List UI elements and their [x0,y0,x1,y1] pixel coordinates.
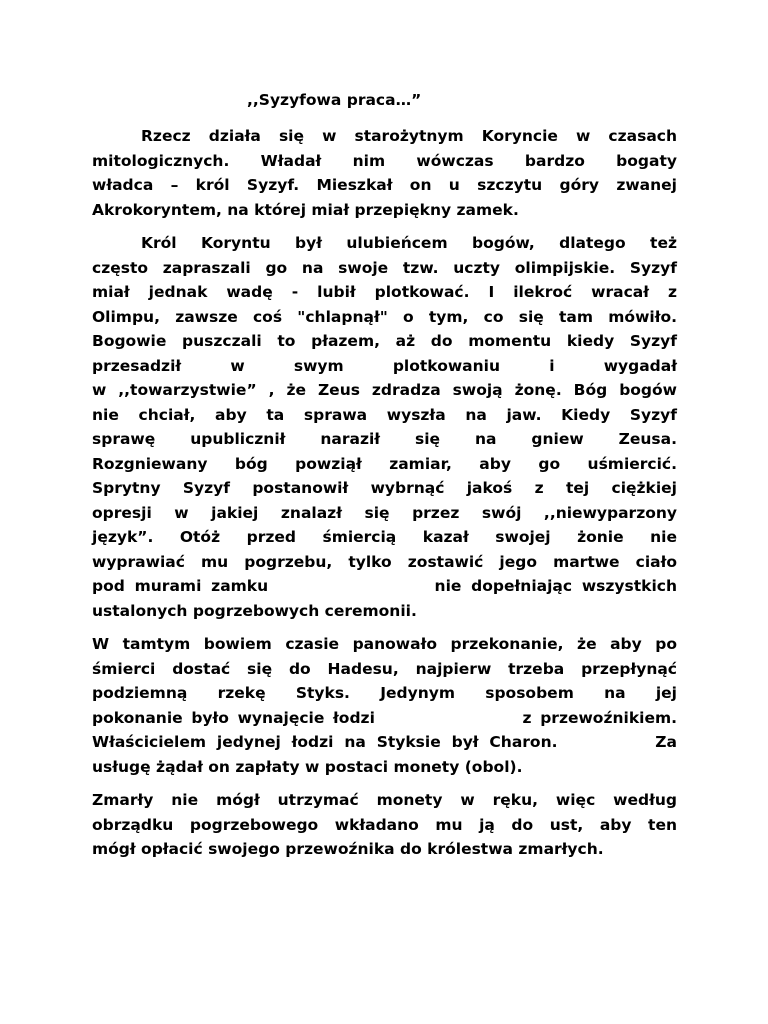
paragraph-line: pod murami zamku nie dopełniając wszystkich [92,577,677,595]
paragraph [92,124,677,222]
paragraph-line: przesadził w swym plotkowaniu i wygadał [92,356,677,375]
paragraph-line: język”. Otóż przed śmiercią kazał swojej żonie nie [92,528,677,546]
paragraph-line: Olimpu, zawsze coś "chlapnął" o tym, co się tam mówiło. [92,307,677,326]
paragraph-line: opresji w jakiej znalazł się przez swój ,,niewyparzony [92,503,677,522]
paragraph-line: Bogowie puszczali to płazem, aż do momentu kiedy Syzyf [92,332,677,350]
paragraph-line: sprawę upublicznił naraził się na gniew Zeusa. [92,430,677,448]
paragraph-line: podziemną rzekę Styks. Jedynym sposobem na jej [92,684,677,702]
paragraph-line: miał jednak wadę - lubił plotkować. I ilekroć wracał z [92,283,677,301]
paragraph-line: mitologicznych. Władał nim wówczas bardzo bogaty [92,151,677,170]
paragraph-line: Akrokoryntem, na której miał przepiękny zamek. [92,200,519,219]
paragraph [92,788,677,862]
paragraph-line: w ,,towarzystwie” , że Zeus zdradza swoją żonę. Bóg bogów [92,381,677,399]
paragraph-line: nie chciał, aby ta sprawa wyszła na jaw. Kiedy Syzyf [92,405,677,424]
paragraph-line: władca – król Syzyf. Mieszkał on u szczytu góry zwanej [92,176,677,194]
document-title: ,,Syzyfowa praca…” [247,91,422,109]
paragraph-line: często zapraszali go na swoje tzw. uczty olimpijskie. Syzyf [92,258,677,277]
paragraph-line: śmierci dostać się do Hadesu, najpierw trzeba przepłynąć [92,659,677,678]
paragraph-line: Właścicielem jedynej łodzi na Styksie był Charon. Za [92,733,677,751]
paragraph-line: Król Koryntu był ulubieńcem bogów, dlatego też [141,234,677,252]
paragraph-line: Sprytny Syzyf postanowił wybrnąć jakoś z tej ciężkiej [92,479,677,497]
paragraph-line: pokonanie było wynajęcie łodzi z przewoźnikiem. [92,708,677,727]
paragraph-line: mógł opłacić swojego przewoźnika do królestwa zmarłych. [92,840,604,858]
paragraph-line: wyprawiać mu pogrzebu, tylko zostawić jego martwe ciało [92,552,677,571]
paragraph-line: W tamtym bowiem czasie panowało przekonanie, że aby po [92,635,677,653]
paragraph-line: usługę żądał on zapłaty w postaci monety (obol). [92,757,523,776]
paragraph-line: Zmarły nie mógł utrzymać monety w ręku, więc według [92,791,677,809]
paragraph-line: obrządku pogrzebowego wkładano mu ją do ust, aby ten [92,815,677,834]
paragraph [92,231,677,623]
paragraph-line: Rzecz działa się w starożytnym Koryncie w czasach [141,127,677,145]
paragraph-line: ustalonych pogrzebowych ceremonii. [92,601,417,620]
document-body [92,124,677,871]
paragraph [92,632,677,779]
paragraph-line: Rozgniewany bóg powziął zamiar, aby go uśmiercić. [92,454,677,473]
